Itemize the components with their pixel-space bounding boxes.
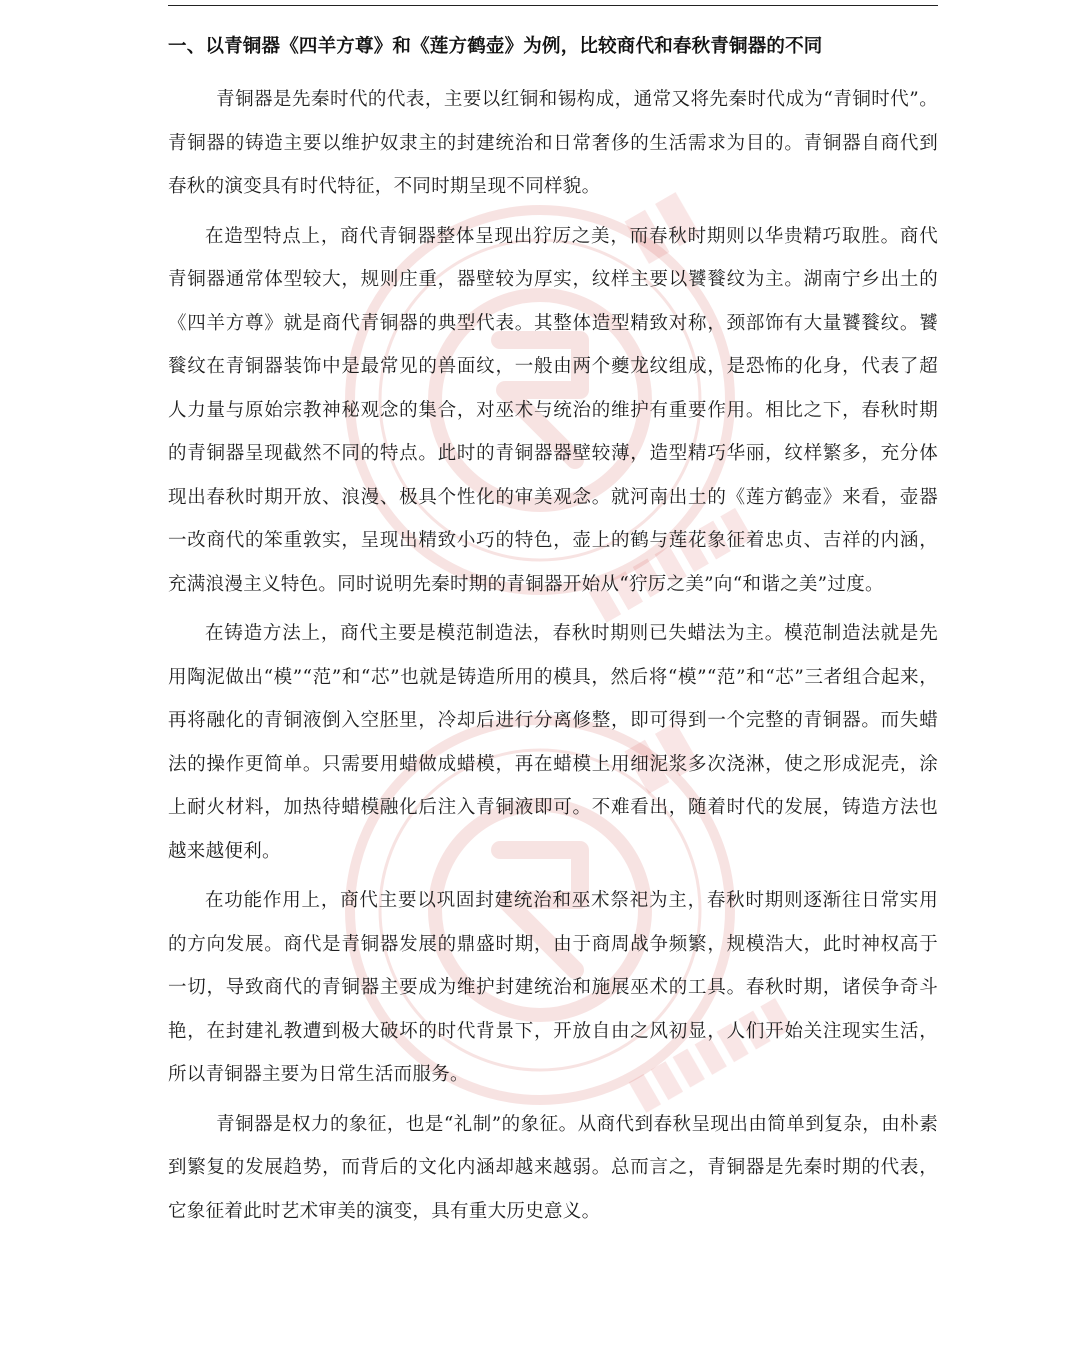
top-rule (168, 5, 938, 6)
paragraph-shape-features: 在造型特点上，商代青铜器整体呈现出狞厉之美，而春秋时期则以华贵精巧取胜。商代青铜器通常体型较大，规则庄重，器壁较为厚实，纹样主要以饕餮纹为主。湖南宁乡出土的《四羊方尊》就是商代青铜器的典型代表。其整体造型精致对称，颈部饰有大量饕餮纹。饕餮纹在青铜器装饰中是最常见的兽面纹，一般由两个夔龙纹组成，是恐怖的化身，代表了超人力量与原始宗教神秘观念的集合，对巫术与统治的维护有重要作用。相比之下，春秋时期的青铜器呈现截然不同的特点。此时的青铜器器壁较薄，造型精巧华丽，纹样繁多，充分体现出春秋时期开放、浪漫、极具个性化的审美观念。就河南出土的《莲方鹤壶》来看，壶器一改商代的笨重敦实，呈现出精致小巧的特色，壶上的鹤与莲花象征着忠贞、吉祥的内涵，充满浪漫主义特色。同时说明先秦时期的青铜器开始从“狞厉之美”向“和谐之美”过度。 (168, 225, 938, 595)
paragraph-conclusion: 青铜器是权力的象征，也是“礼制”的象征。从商代到春秋呈现出由简单到复杂，由朴素到繁复的发展趋势，而背后的文化内涵却越来越弱。总而言之，青铜器是先秦时期的代表，它象征着此时艺术审美的演变，具有重大历史意义。 (168, 1113, 938, 1222)
paragraph-function: 在功能作用上，商代主要以巩固封建统治和巫术祭祀为主，春秋时期则逐渐往日常实用的方向发展。商代是青铜器发展的鼎盛时期，由于商周战争频繁，规模浩大，此时神权高于一切，导致商代的青铜器主要成为维护封建统治和施展巫术的工具。春秋时期，诸侯争奇斗艳，在封建礼教遭到极大破坏的时代背景下，开放自由之风初显，人们开始关注现实生活，所以青铜器主要为日常生活而服务。 (168, 890, 938, 1085)
paragraph-casting-methods: 在铸造方法上，商代主要是模范制造法，春秋时期则已失蜡法为主。模范制造法就是先用陶泥做出“模”“范”和“芯”也就是铸造所用的模具，然后将“模”“范”和“芯”三者组合起来，再将融化的青铜液倒入空胚里，冷却后进行分离修整，即可得到一个完整的青铜器。而失蜡法的操作更简单。只需要用蜡做成蜡模，再在蜡模上用细泥浆多次浇淋，使之形成泥壳，涂上耐火材料，加热待蜡模融化后注入青铜液即可。不难看出，随着时代的发展，铸造方法也越来越便利。 (168, 623, 938, 862)
document-body (168, 30, 938, 1239)
section-heading: 一、以青铜器《四羊方尊》和《莲方鹤壶》为例，比较商代和春秋青铜器的不同 (168, 36, 823, 57)
svg-text:▮▮▮▮▮▮▮: ▮▮▮▮▮▮▮ (578, 494, 759, 630)
paragraph-intro: 青铜器是先秦时代的代表，主要以红铜和锡构成，通常又将先秦时代成为“青铜时代”。青铜器的铸造主要以维护奴隶主的封建统治和日常奢侈的生活需求为目的。青铜器自商代到春秋的演变具有时代特征，不同时期呈现不同样貌。 (168, 89, 938, 197)
svg-text:▮▮: ▮▮ (611, 704, 710, 804)
svg-text:▮▮▮▮▮▮▮: ▮▮▮▮▮▮▮ (618, 984, 799, 1120)
svg-text:▮▮: ▮▮ (611, 174, 710, 274)
